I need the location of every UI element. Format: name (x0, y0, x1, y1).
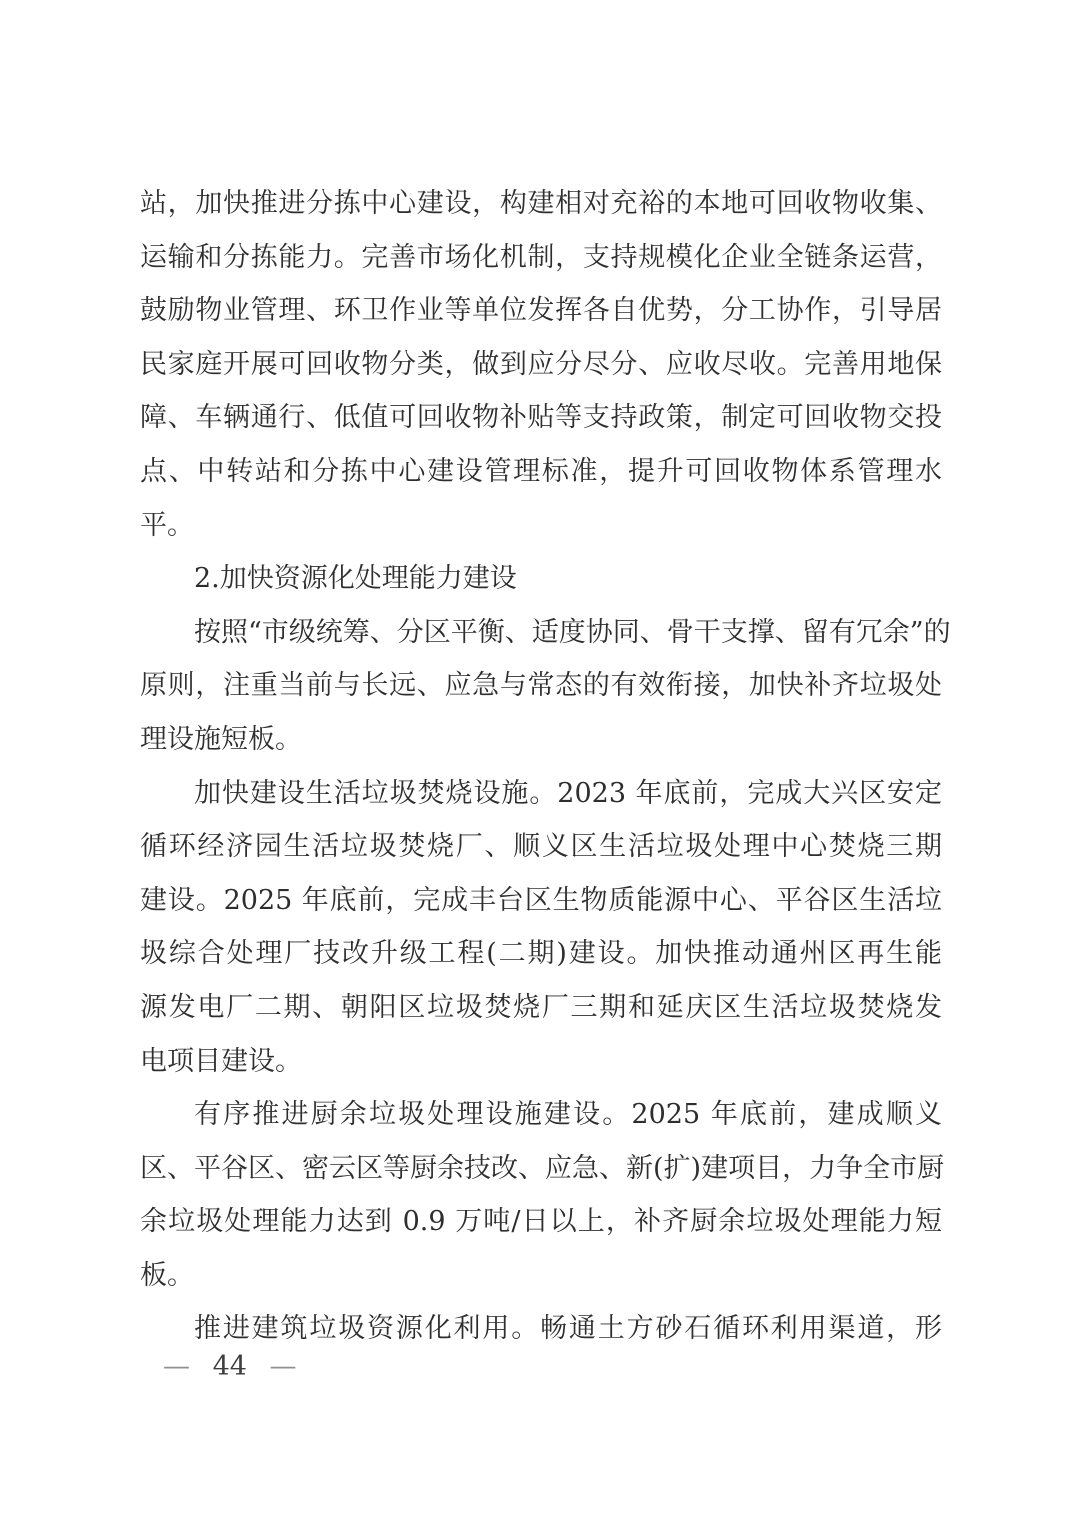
paragraph (140, 1088, 945, 1302)
text-line: 鼓励物业管理、环卫作业等单位发挥各自优势，分工协作，引导居 (140, 295, 942, 327)
text-line: 理设施短板。 (140, 723, 302, 755)
text-line: 点、中转站和分拣中心建设管理标准，提升可回收物体系管理水 (140, 455, 942, 487)
paragraph (140, 767, 942, 1089)
page-footer (163, 1352, 297, 1382)
text-line: 区、平谷区、密云区等厨余技改、应急、新(扩)建项目，力争全市厨 (140, 1152, 945, 1184)
text-column (140, 177, 951, 1356)
paragraph (140, 606, 951, 767)
text-line: 民家庭开展可回收物分类，做到应分尽分、应收尽收。完善用地保 (140, 348, 942, 380)
paragraph (140, 177, 942, 552)
footer-dash-right: — (269, 1351, 297, 1382)
footer-dash-left: — (163, 1351, 190, 1382)
text-line: 电项目建设。 (140, 1045, 302, 1077)
text-line: 源发电厂二期、朝阳区垃圾焚烧厂三期和延庆区生活垃圾焚烧发 (140, 991, 942, 1023)
text-line: 建设。2025 年底前，完成丰台区生物质能源中心、平谷区生活垃 (140, 884, 942, 916)
text-line: 圾综合处理厂技改升级工程(二期)建设。加快推动通州区再生能 (140, 938, 942, 970)
text-line: 推进建筑垃圾资源化利用。畅通土方砂石循环利用渠道，形 (194, 1313, 942, 1345)
paragraph (140, 1302, 942, 1356)
text-line: 余垃圾处理能力达到 0.9 万吨/日以上，补齐厨余垃圾处理能力短 (140, 1206, 942, 1238)
text-line: 加快建设生活垃圾焚烧设施。2023 年底前，完成大兴区安定 (194, 777, 942, 809)
section-heading (140, 552, 942, 606)
text-line: 站，加快推进分拣中心建设，构建相对充裕的本地可回收物收集、 (140, 188, 942, 219)
text-line: 障、车辆通行、低值可回收物补贴等支持政策，制定可回收物交投 (140, 402, 942, 434)
text-line: 有序推进厨余垃圾处理设施建设。2025 年底前，建成顺义 (194, 1099, 942, 1131)
text-line: 平。 (140, 509, 194, 541)
heading-line: 2.加快资源化处理能力建设 (194, 563, 517, 595)
page-number: 44 (212, 1351, 247, 1382)
text-line: 循环经济园生活垃圾焚烧厂、顺义区生活垃圾处理中心焚烧三期 (140, 831, 942, 863)
text-line: 板。 (140, 1259, 194, 1291)
text-line: 原则，注重当前与长远、应急与常态的有效衔接，加快补齐垃圾处 (140, 670, 942, 702)
text-line: 运输和分拣能力。完善市场化机制，支持规模化企业全链条运营， (140, 241, 942, 273)
text-line: 按照“市级统筹、分区平衡、适度协同、骨干支撑、留有冗余”的 (194, 616, 951, 648)
